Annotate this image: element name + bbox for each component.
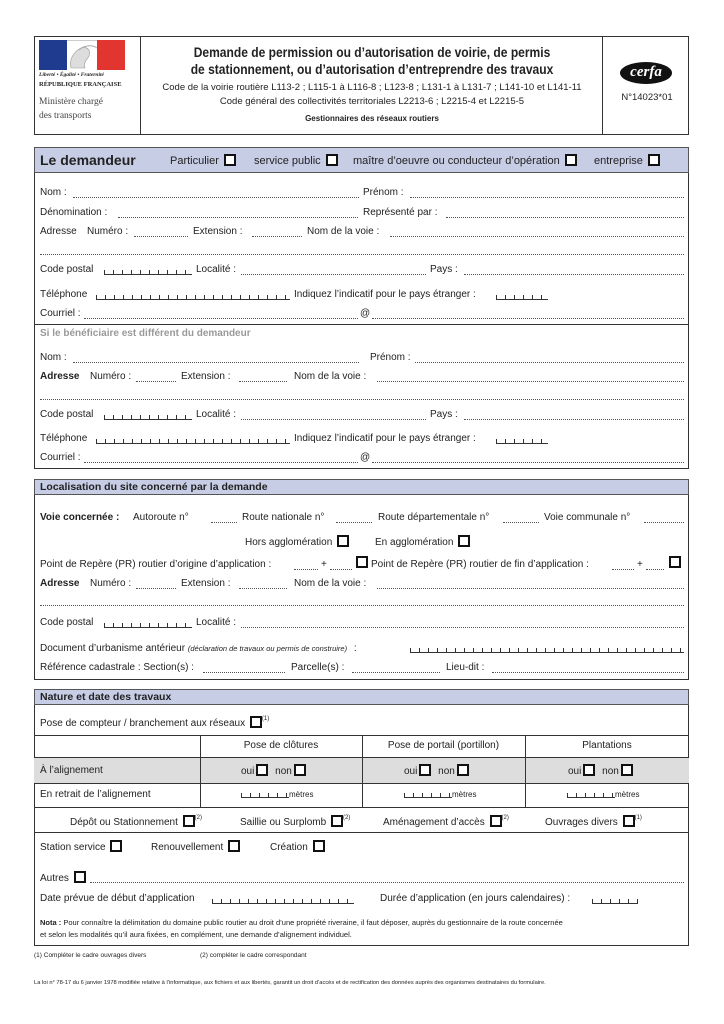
pays-label: Pays : xyxy=(430,264,458,275)
benef-nom-field[interactable] xyxy=(73,362,359,363)
hors-agglo-option[interactable]: Hors agglomération xyxy=(245,535,349,548)
legal-code-line1: Code de la voirie routière L113-2 ; L115-1 à L116-8 ; L123-8 ; L131-1 à L131-7 ; L141-10 et L141-11 xyxy=(162,82,582,93)
route-departementale-field[interactable] xyxy=(503,522,539,523)
benef-code-postal-label: Code postal xyxy=(40,409,94,420)
voie-communale-label: Voie communale n° xyxy=(544,512,631,523)
benef-nom-label: Nom : xyxy=(40,352,67,363)
localisation-title: Localisation du site concerné par la demande xyxy=(40,481,268,493)
loc-localite-field[interactable] xyxy=(241,627,684,628)
cerfa-number: N°14023*01 xyxy=(621,92,673,103)
saillie-option[interactable]: Saillie ou Surplomb $^{(2)}$ xyxy=(240,815,351,828)
opt-particulier[interactable]: Particulier xyxy=(170,154,236,167)
pr-fin-checkbox[interactable] xyxy=(669,556,681,568)
autoroute-field[interactable] xyxy=(211,522,237,523)
localite-field[interactable] xyxy=(241,274,426,275)
indicatif-field[interactable] xyxy=(496,293,548,300)
benef-code-postal-field[interactable] xyxy=(104,413,192,420)
col-clotures: Pose de clôtures xyxy=(243,740,319,751)
opt-entreprise[interactable]: entreprise xyxy=(594,154,660,167)
telephone-label: Téléphone xyxy=(40,289,88,300)
benef-nom-voie-field[interactable] xyxy=(377,381,684,382)
col-plantations: Plantations xyxy=(582,740,632,751)
duree-field[interactable] xyxy=(592,897,638,904)
loc-code-postal-field[interactable] xyxy=(104,621,192,628)
republic-motto: Liberté • Égalité • Fraternité xyxy=(39,72,104,78)
benef-adresse-label: Adresse xyxy=(40,371,80,382)
pr-fin-field2[interactable] xyxy=(646,569,664,570)
denomination-field[interactable] xyxy=(118,217,358,218)
benef-telephone-label: Téléphone xyxy=(40,433,88,444)
loc-localite-label: Localité : xyxy=(196,617,237,628)
route-departementale-label: Route départementale n° xyxy=(378,512,490,523)
benef-extension-label: Extension : xyxy=(181,371,231,382)
extension-label: Extension : xyxy=(193,226,243,237)
benef-adresse-line2[interactable] xyxy=(40,399,684,400)
footnote-2: (2) compléter le cadre correspondant xyxy=(200,952,307,959)
nom-voie-field[interactable] xyxy=(390,236,684,237)
code-postal-field[interactable] xyxy=(104,268,192,275)
amenagement-option[interactable]: Aménagement d’accès $^{(2)}$ xyxy=(383,815,509,828)
code-postal-label: Code postal xyxy=(40,264,94,275)
form-title-line2: de stationnement, ou d’autorisation d’entreprendre des travaux xyxy=(190,61,554,77)
courriel-user-field[interactable] xyxy=(84,318,358,319)
row-retrait-label: En retrait de l’alignement xyxy=(40,789,151,800)
republic-name: RÉPUBLIQUE FRANÇAISE xyxy=(39,81,122,88)
courriel-domain-field[interactable] xyxy=(372,318,684,319)
nom-field[interactable] xyxy=(73,197,359,198)
benef-prenom-label: Prénom : xyxy=(370,352,411,363)
plantations-metres[interactable]: mètres xyxy=(567,790,639,799)
adresse-line2[interactable] xyxy=(40,254,684,255)
saillie-checkbox[interactable] xyxy=(331,815,343,827)
travaux-title: Nature et date des travaux xyxy=(40,691,172,703)
benef-prenom-field[interactable] xyxy=(415,362,684,363)
autres-option[interactable]: Autres xyxy=(40,871,86,884)
autres-field[interactable] xyxy=(90,882,684,883)
ministry-line2: des transports xyxy=(39,111,92,121)
parcelle-label: Parcelle(s) : xyxy=(291,662,345,673)
ministry-line1: Ministère chargé xyxy=(39,97,103,107)
pr-origine-field2[interactable] xyxy=(330,569,352,570)
creation-checkbox[interactable] xyxy=(313,840,325,852)
row-alignement-label: À l’alignement xyxy=(40,765,103,776)
opt-service-public[interactable]: service public xyxy=(254,154,338,167)
doc-urbanisme-label: Document d’urbanisme antérieur (déclaration de travaux ou permis de construire) : xyxy=(40,643,357,654)
lieu-dit-label: Lieu-dit : xyxy=(446,662,485,673)
clotures-oui-checkbox[interactable] xyxy=(256,764,268,776)
plantations-non-checkbox[interactable] xyxy=(621,764,633,776)
nota-line2: et selon les modalités qu’il aura fixées, en complément, une demande d’alignement individuel. xyxy=(40,930,352,939)
benef-courriel-at: @ xyxy=(360,452,371,463)
numero-label: Numéro : xyxy=(87,226,129,237)
nom-voie-label: Nom de la voie : xyxy=(307,226,380,237)
benef-numero-label: Numéro : xyxy=(90,371,132,382)
benef-telephone-field[interactable] xyxy=(96,437,290,444)
plantations-oui-checkbox[interactable] xyxy=(583,764,595,776)
pr-fin-label: Point de Repère (PR) routier de fin d’application : xyxy=(371,559,589,570)
clotures-oui-non: oui non xyxy=(241,764,306,777)
localite-label: Localité : xyxy=(196,264,237,275)
legal-code-line2: Code général des collectivités territoriales L2213-6 ; L2215-4 et L2215-5 xyxy=(219,96,525,107)
numero-field[interactable] xyxy=(134,236,188,237)
service-public-checkbox[interactable] xyxy=(326,154,338,166)
nom-label: Nom : xyxy=(40,187,67,198)
voie-communale-field[interactable] xyxy=(644,522,684,523)
depot-option[interactable]: Dépôt ou Stationnement $^{(2)}$ xyxy=(70,815,202,828)
pr-origine-field1[interactable] xyxy=(294,569,318,570)
creation-option[interactable]: Création xyxy=(270,840,325,853)
pose-compteur-option[interactable]: Pose de compteur / branchement aux réseaux $^{(1)}$ xyxy=(40,716,270,729)
loc-numero-label: Numéro : xyxy=(90,578,132,589)
renouvellement-checkbox[interactable] xyxy=(228,840,240,852)
portail-oui-non: oui non xyxy=(404,764,469,777)
pose-compteur-checkbox[interactable] xyxy=(250,716,262,728)
loc-nom-voie-field[interactable] xyxy=(377,588,684,589)
form-title-line1: Demande de permission ou d’autorisation de voirie, de permis xyxy=(193,44,551,60)
route-nationale-field[interactable] xyxy=(336,522,372,523)
benef-extension-field[interactable] xyxy=(239,381,287,382)
pays-field[interactable] xyxy=(464,274,684,275)
indicatif-label: Indiquez l’indicatif pour le pays étranger : xyxy=(294,289,476,300)
represente-field[interactable] xyxy=(446,217,684,218)
prenom-field[interactable] xyxy=(410,197,684,198)
benef-courriel-domain-field[interactable] xyxy=(372,462,684,463)
courriel-at: @ xyxy=(360,308,371,319)
portail-metres[interactable]: mètres xyxy=(404,790,476,799)
loc-adresse-label: Adresse xyxy=(40,578,80,589)
section-field[interactable] xyxy=(203,672,285,673)
benef-nom-voie-label: Nom de la voie : xyxy=(294,371,367,382)
extension-field[interactable] xyxy=(252,236,302,237)
col-portail: Pose de portail (portillon) xyxy=(387,740,500,751)
portail-non-checkbox[interactable] xyxy=(457,764,469,776)
depot-checkbox[interactable] xyxy=(183,815,195,827)
pr-origine-checkbox[interactable] xyxy=(356,556,368,568)
pr-origine-plus: + xyxy=(321,559,327,570)
entreprise-checkbox[interactable] xyxy=(648,154,660,166)
benef-pays-label: Pays : xyxy=(430,409,458,420)
law-notice: La loi n° 78-17 du 6 janvier 1978 modifiée relative à l’informatique, aux fichiers et aux libertés, garantit un droit d’accès et de rectification des données auprès des organismes destinataires du formulaire. xyxy=(34,980,546,986)
benef-courriel-user-field[interactable] xyxy=(84,462,358,463)
marianne-logo xyxy=(39,40,125,70)
benef-courriel-label: Courriel : xyxy=(40,452,81,463)
portail-oui-checkbox[interactable] xyxy=(419,764,431,776)
station-service-checkbox[interactable] xyxy=(110,840,122,852)
loc-code-postal-label: Code postal xyxy=(40,617,94,628)
pr-origine-label: Point de Repère (PR) routier d’origine d’application : xyxy=(40,559,272,570)
benef-indicatif-label: Indiquez l’indicatif pour le pays étranger : xyxy=(294,433,476,444)
clotures-metres[interactable]: mètres xyxy=(241,790,313,799)
nota-line1: Nota : Pour connaître la délimitation du domaine public routier au droit d’une propriété riveraine, il faut déposer, auprès du gestionnaire de la route concernée xyxy=(40,918,563,927)
particulier-checkbox[interactable] xyxy=(224,154,236,166)
benef-localite-field[interactable] xyxy=(241,419,426,420)
renouvellement-option[interactable]: Renouvellement xyxy=(151,840,240,853)
opt-maitre-oeuvre[interactable]: maître d’oeuvre ou conducteur d’opération xyxy=(353,154,577,167)
route-nationale-label: Route nationale n° xyxy=(242,512,325,523)
loc-extension-field[interactable] xyxy=(239,588,287,589)
beneficiaire-title: Si le bénéficiaire est différent du demandeur xyxy=(40,328,251,339)
benef-localite-label: Localité : xyxy=(196,409,237,420)
courriel-label: Courriel : xyxy=(40,308,81,319)
en-agglo-checkbox[interactable] xyxy=(458,535,470,547)
parcelle-field[interactable] xyxy=(352,672,440,673)
pr-fin-plus: + xyxy=(637,559,643,570)
autoroute-label: Autoroute n° xyxy=(133,512,189,523)
en-agglo-option[interactable]: En agglomération xyxy=(375,535,470,548)
benef-numero-field[interactable] xyxy=(136,381,176,382)
managers-line: Gestionnaires des réseaux routiers xyxy=(305,114,439,123)
adresse-label: Adresse xyxy=(40,226,77,237)
date-debut-field[interactable] xyxy=(212,897,354,904)
prenom-label: Prénom : xyxy=(363,187,404,198)
cerfa-logo: cerfa xyxy=(620,62,672,84)
voie-concernee-label: Voie concernée : xyxy=(40,512,120,523)
loc-adresse-line2[interactable] xyxy=(40,605,684,606)
ref-cadastrale-label: Référence cadastrale : Section(s) : xyxy=(40,662,194,673)
loc-nom-voie-label: Nom de la voie : xyxy=(294,578,367,589)
ouvrages-option[interactable]: Ouvrages divers $^{(1)}$ xyxy=(545,815,642,828)
loc-numero-field[interactable] xyxy=(136,588,176,589)
represente-label: Représenté par : xyxy=(363,207,438,218)
plantations-oui-non: oui non xyxy=(568,764,633,777)
duree-label: Durée d’application (en jours calendaires) : xyxy=(380,893,571,904)
hors-agglo-checkbox[interactable] xyxy=(337,535,349,547)
lieu-dit-field[interactable] xyxy=(492,672,684,673)
benef-pays-field[interactable] xyxy=(464,419,684,420)
date-debut-label: Date prévue de début d’application xyxy=(40,893,195,904)
loc-extension-label: Extension : xyxy=(181,578,231,589)
station-service-option[interactable]: Station service xyxy=(40,840,122,853)
amenagement-checkbox[interactable] xyxy=(490,815,502,827)
benef-indicatif-field[interactable] xyxy=(496,437,548,444)
maitre-oeuvre-checkbox[interactable] xyxy=(565,154,577,166)
doc-urbanisme-field[interactable] xyxy=(410,646,684,653)
ouvrages-checkbox[interactable] xyxy=(623,815,635,827)
clotures-non-checkbox[interactable] xyxy=(294,764,306,776)
pr-fin-field1[interactable] xyxy=(612,569,634,570)
denomination-label: Dénomination : xyxy=(40,207,108,218)
footnote-1: (1) Compléter le cadre ouvrages divers xyxy=(34,952,147,959)
telephone-field[interactable] xyxy=(96,293,290,300)
autres-checkbox[interactable] xyxy=(74,871,86,883)
demandeur-title: Le demandeur xyxy=(40,152,136,168)
